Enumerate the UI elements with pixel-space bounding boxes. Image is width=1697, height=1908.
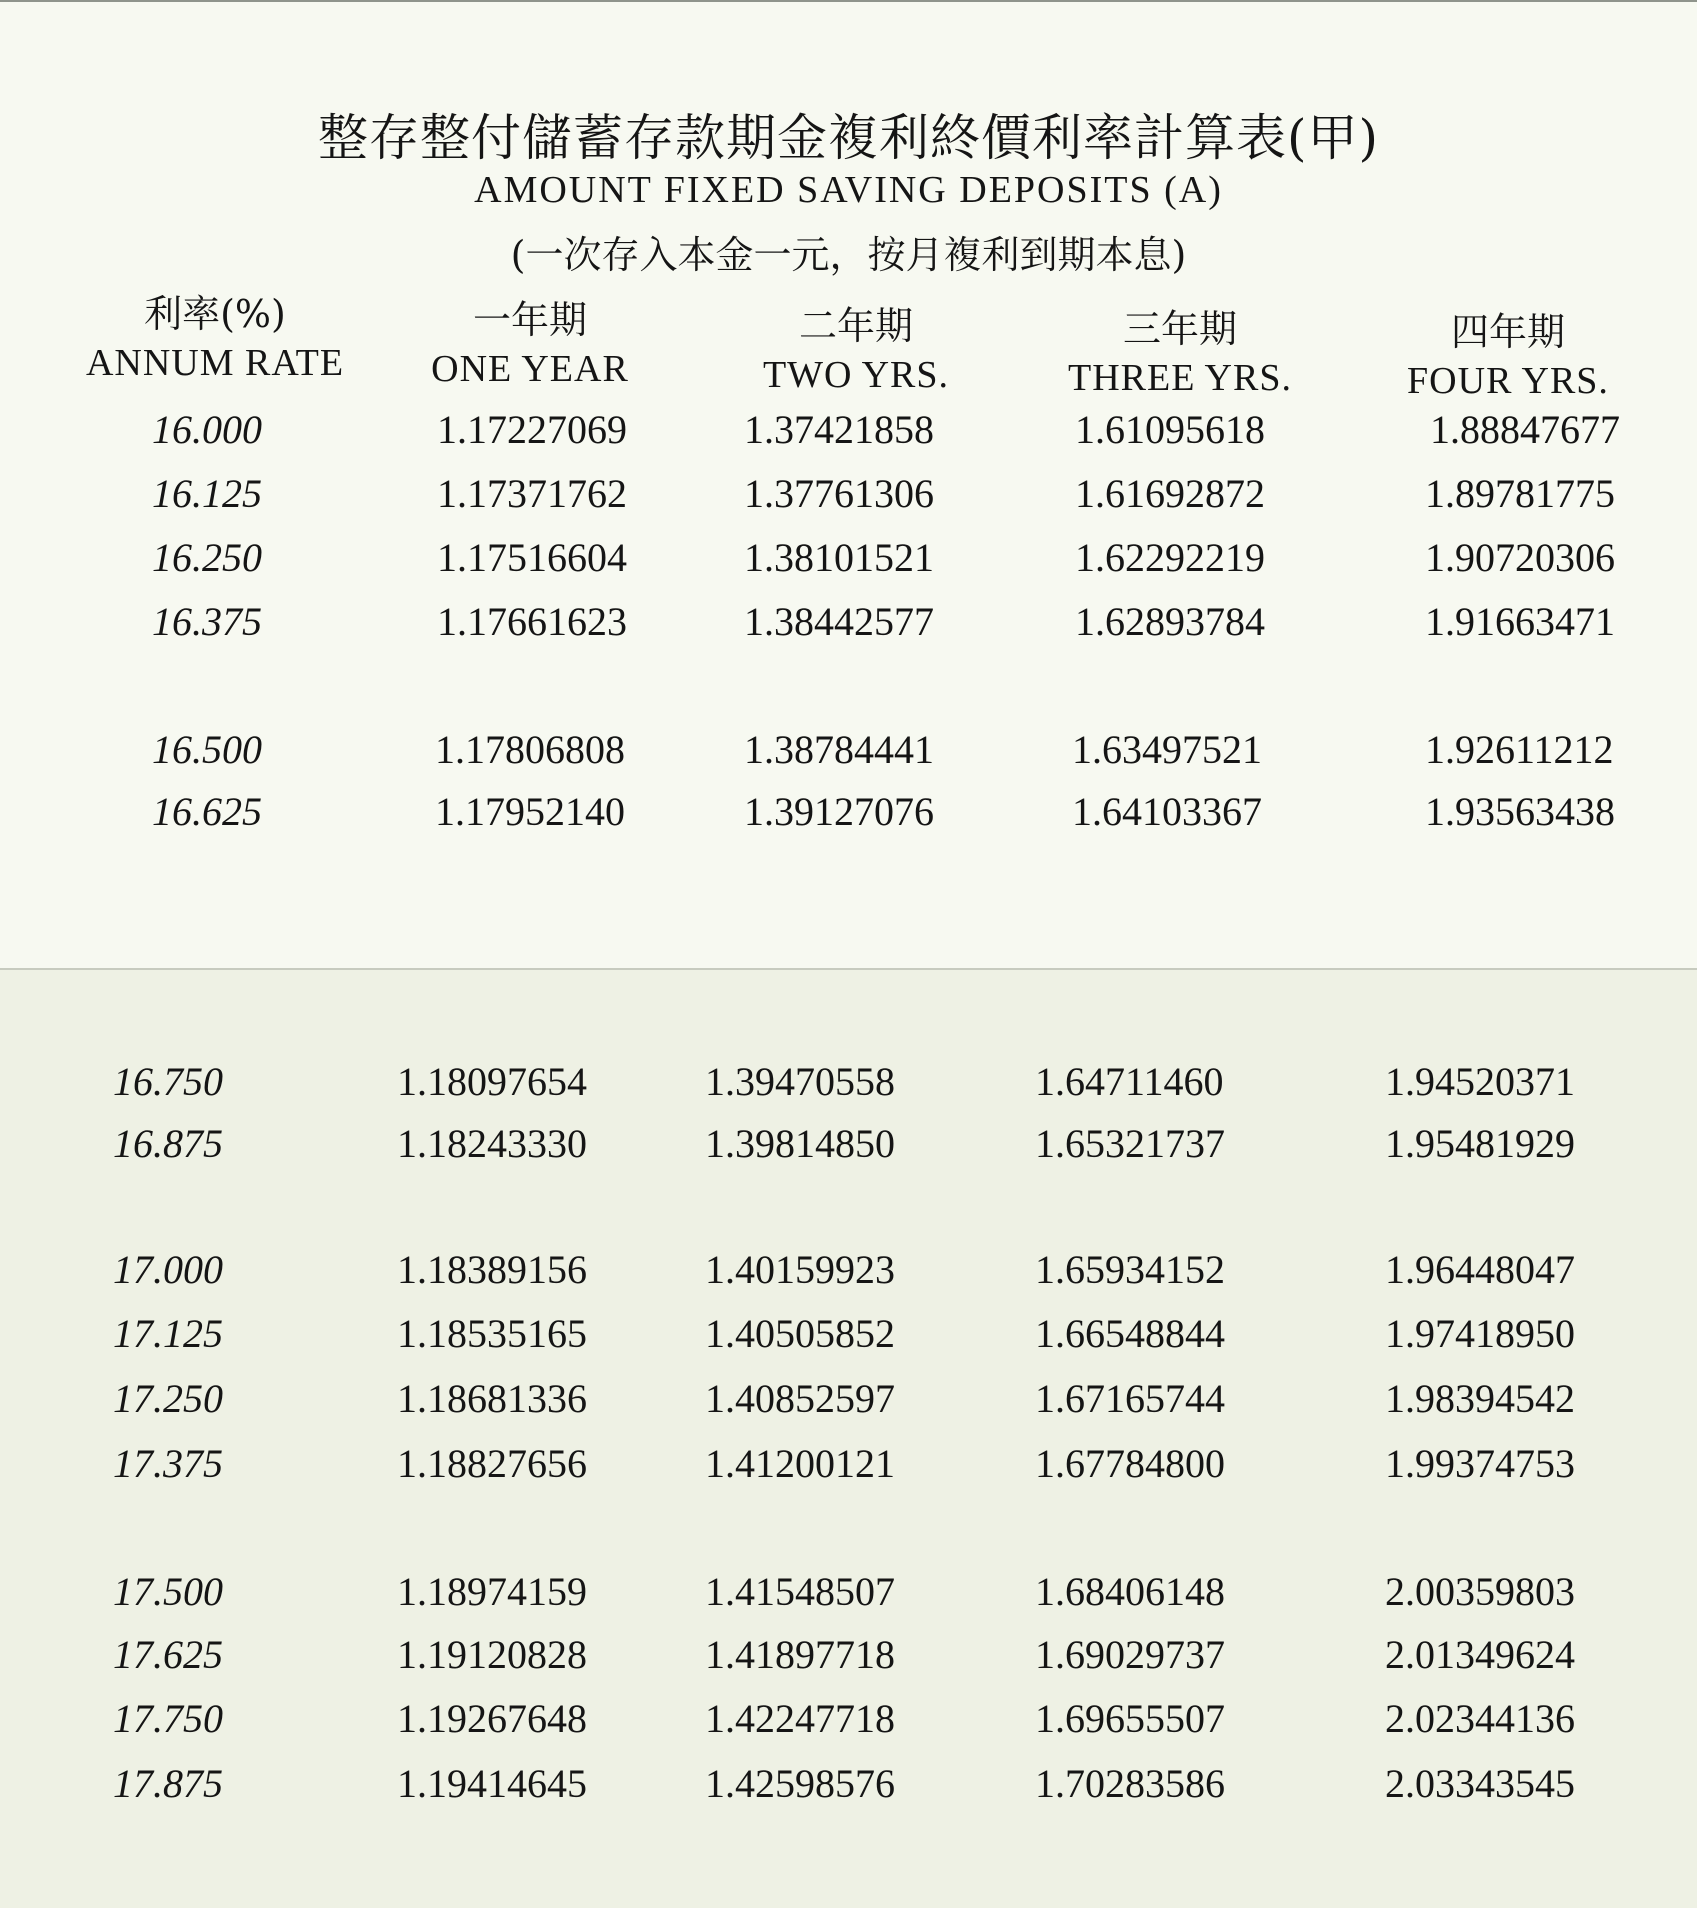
rate-cell: 16.750	[113, 1059, 223, 1104]
table-row	[0, 464, 1697, 524]
three-year-cell: 1.67165744	[1035, 1376, 1225, 1421]
rate-cell: 16.875	[113, 1121, 223, 1166]
table-title-english: AMOUNT FIXED SAVING DEPOSITS (A)	[474, 169, 1223, 211]
table-row	[0, 720, 1697, 780]
one-year-cell: 1.17227069	[437, 407, 627, 452]
rate-cell: 16.500	[152, 727, 262, 772]
one-year-cell: 1.19120828	[397, 1632, 587, 1677]
rate-cell: 17.500	[113, 1569, 223, 1614]
one-year-cell: 1.17516604	[437, 535, 627, 580]
two-year-cell: 1.39814850	[705, 1121, 895, 1166]
four-year-cell: 1.88847677	[1430, 407, 1620, 452]
table-row	[0, 1240, 1697, 1300]
table-row	[0, 400, 1697, 460]
one-year-cell: 1.18389156	[397, 1247, 587, 1292]
two-year-cell: 1.42247718	[705, 1696, 895, 1741]
two-year-cell: 1.42598576	[705, 1761, 895, 1806]
two-year-cell: 1.41548507	[705, 1569, 895, 1614]
one-year-cell: 1.19414645	[397, 1761, 587, 1806]
table-row	[0, 1434, 1697, 1494]
three-year-cell: 1.61095618	[1075, 407, 1265, 452]
rate-cell: 16.000	[152, 407, 262, 452]
three-year-cell: 1.66548844	[1035, 1311, 1225, 1356]
table-row	[0, 592, 1697, 652]
two-year-cell: 1.39127076	[744, 789, 934, 834]
one-year-cell: 1.18681336	[397, 1376, 587, 1421]
header-annum-rate	[35, 290, 395, 388]
header-two-years-zh: 二年期	[798, 304, 913, 348]
two-year-cell: 1.39470558	[705, 1059, 895, 1104]
header-four-years-zh: 四年期	[1450, 310, 1565, 354]
four-year-cell: 2.01349624	[1385, 1632, 1575, 1677]
table-row	[0, 1625, 1697, 1685]
header-one-year-en: ONE YEAR	[431, 348, 629, 390]
header-three-years-en: THREE YRS.	[1068, 357, 1292, 399]
four-year-cell: 1.91663471	[1425, 599, 1615, 644]
three-year-cell: 1.64711460	[1035, 1059, 1224, 1104]
three-year-cell: 1.69655507	[1035, 1696, 1225, 1741]
rate-cell: 17.125	[113, 1311, 223, 1356]
table-row	[0, 1369, 1697, 1429]
two-year-cell: 1.41200121	[705, 1441, 895, 1486]
four-year-cell: 1.89781775	[1425, 471, 1615, 516]
header-two-years-en: TWO YRS.	[762, 354, 950, 396]
one-year-cell: 1.17661623	[437, 599, 627, 644]
three-year-cell: 1.69029737	[1035, 1632, 1225, 1677]
three-year-cell: 1.65934152	[1035, 1247, 1225, 1292]
three-year-cell: 1.62292219	[1075, 535, 1265, 580]
three-year-cell: 1.64103367	[1072, 789, 1262, 834]
two-year-cell: 1.37761306	[744, 471, 934, 516]
four-year-cell: 1.92611212	[1425, 727, 1614, 772]
three-year-cell: 1.68406148	[1035, 1569, 1225, 1614]
header-one-year-zh: 一年期	[472, 298, 587, 342]
rate-cell: 16.625	[152, 789, 262, 834]
four-year-cell: 2.02344136	[1385, 1696, 1575, 1741]
two-year-cell: 1.38442577	[744, 599, 934, 644]
four-year-cell: 2.00359803	[1385, 1569, 1575, 1614]
three-year-cell: 1.62893784	[1075, 599, 1265, 644]
four-year-cell: 2.03343545	[1385, 1761, 1575, 1806]
table-subtitle-note: (一次存入本金一元，按月複利到期本息)	[510, 233, 1187, 277]
two-year-cell: 1.40159923	[705, 1247, 895, 1292]
four-year-cell: 1.90720306	[1425, 535, 1615, 580]
header-four-years	[1328, 308, 1688, 406]
one-year-cell: 1.17371762	[437, 471, 627, 516]
three-year-cell: 1.65321737	[1035, 1121, 1225, 1166]
one-year-cell: 1.19267648	[397, 1696, 587, 1741]
one-year-cell: 1.17952140	[435, 789, 625, 834]
one-year-cell: 1.18974159	[397, 1569, 587, 1614]
table-row	[0, 1052, 1697, 1112]
two-year-cell: 1.38784441	[744, 727, 934, 772]
four-year-cell: 1.99374753	[1385, 1441, 1575, 1486]
rate-cell: 17.375	[113, 1441, 223, 1486]
table-row	[0, 1689, 1697, 1749]
table-row	[0, 1114, 1697, 1174]
one-year-cell: 1.18827656	[397, 1441, 587, 1486]
rate-cell: 17.750	[113, 1696, 223, 1741]
four-year-cell: 1.95481929	[1385, 1121, 1575, 1166]
rate-cell: 17.875	[113, 1761, 223, 1806]
header-four-years-en: FOUR YRS.	[1407, 360, 1609, 402]
table-row	[0, 1304, 1697, 1364]
table-row	[0, 1562, 1697, 1622]
header-three-years	[1000, 305, 1360, 403]
two-year-cell: 1.37421858	[744, 407, 934, 452]
header-three-years-zh: 三年期	[1122, 307, 1237, 351]
four-year-cell: 1.97418950	[1385, 1311, 1575, 1356]
table-row	[0, 528, 1697, 588]
three-year-cell: 1.63497521	[1072, 727, 1262, 772]
four-year-cell: 1.96448047	[1385, 1247, 1575, 1292]
one-year-cell: 1.18243330	[397, 1121, 587, 1166]
rate-cell: 16.250	[152, 535, 262, 580]
four-year-cell: 1.93563438	[1425, 789, 1615, 834]
two-year-cell: 1.38101521	[744, 535, 934, 580]
table-row	[0, 1754, 1697, 1814]
three-year-cell: 1.61692872	[1075, 471, 1265, 516]
one-year-cell: 1.17806808	[435, 727, 625, 772]
one-year-cell: 1.18535165	[397, 1311, 587, 1356]
header-annum-rate-en: ANNUM RATE	[85, 342, 345, 384]
four-year-cell: 1.98394542	[1385, 1376, 1575, 1421]
rate-cell: 16.375	[152, 599, 262, 644]
rate-cell: 16.125	[152, 471, 262, 516]
header-two-years	[676, 302, 1036, 400]
one-year-cell: 1.18097654	[397, 1059, 587, 1104]
two-year-cell: 1.40505852	[705, 1311, 895, 1356]
three-year-cell: 1.67784800	[1035, 1441, 1225, 1486]
table-title-chinese: 整存整付儲蓄存款期金複利終價利率計算表(甲)	[317, 109, 1379, 167]
rate-cell: 17.625	[113, 1632, 223, 1677]
three-year-cell: 1.70283586	[1035, 1761, 1225, 1806]
table-row	[0, 782, 1697, 842]
rate-cell: 17.000	[113, 1247, 223, 1292]
rate-cell: 17.250	[113, 1376, 223, 1421]
header-annum-rate-zh: 利率(%)	[144, 292, 286, 336]
four-year-cell: 1.94520371	[1385, 1059, 1575, 1104]
two-year-cell: 1.40852597	[705, 1376, 895, 1421]
two-year-cell: 1.41897718	[705, 1632, 895, 1677]
header-one-year	[350, 296, 710, 394]
table-card-bottom	[0, 968, 1697, 1908]
